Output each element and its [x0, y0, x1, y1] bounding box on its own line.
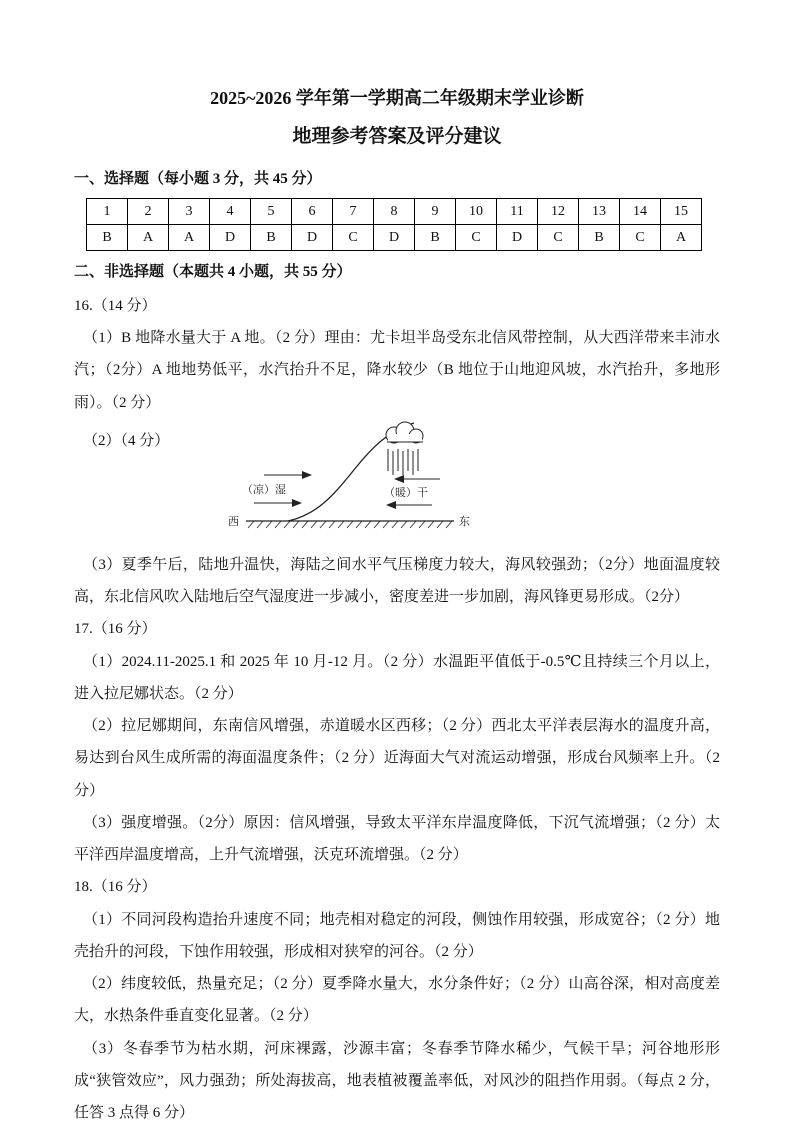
q16-answer-1: （1）B 地降水量大于 A 地。（2 分）理由：尤卡坦半岛受东北信风带控制，从大西洋带来丰沛水汽；（2分）A 地地势低平，水汽抬升不足，降水较少（B 地位于山地迎风坡，水汽抬升，多地形雨）。（2 分）: [74, 330, 720, 411]
mc-number-cell: 4: [210, 199, 251, 225]
mc-number-cell: 9: [415, 199, 456, 225]
mc-number-cell: 7: [333, 199, 374, 225]
mc-number-cell: 14: [620, 199, 661, 225]
mc-number-cell: 11: [497, 199, 538, 225]
sea-breeze-front-diagram: [226, 421, 478, 543]
q16-answer-2: （2）（4 分）: [83, 432, 170, 449]
west-label: 西: [228, 515, 239, 528]
q18-answer-2: （2）纬度较低，热量充足；（2 分）夏季降水量大，水分条件好；（2 分）山高谷深，相对高度差大，水热条件垂直变化显著。（2 分）: [74, 976, 720, 1025]
mc-number-cell: 5: [251, 199, 292, 225]
mc-answer-cell: B: [87, 225, 128, 251]
mc-answer-cell: B: [251, 225, 292, 251]
q17-answer-3: （3）强度增强。（2分）原因：信风增强，导致太平洋东岸温度降低，下沉气流增强；（2 分）太平洋西岸温度增高，上升气流增强，沃克环流增强。（2 分）: [74, 814, 720, 864]
cool-wet-label: （凉）湿: [242, 483, 286, 496]
mc-number-cell: 1: [87, 199, 128, 225]
mc-answer-cell: B: [579, 225, 620, 251]
mc-number-cell: 2: [128, 199, 169, 225]
mc-answer-cell: C: [620, 225, 661, 251]
mc-answer-cell: D: [292, 225, 333, 251]
mc-answer-cell: D: [210, 225, 251, 251]
mc-number-cell: 10: [456, 199, 497, 225]
doc-title-line1: 2025~2026 学年第一学期高二年级期末学业诊断: [210, 88, 584, 108]
mc-answer-table: [86, 198, 702, 251]
mc-answer-cell: A: [661, 225, 702, 251]
q18-answer-1: （1）不同河段构造抬升速度不同；地壳相对稳定的河段，侧蚀作用较强，形成宽谷；（2 分）地壳抬升的河段，下蚀作用较强，形成相对狭窄的河谷。（2 分）: [74, 911, 720, 960]
mc-number-cell: 8: [374, 199, 415, 225]
mc-answer-row: [87, 225, 702, 251]
cloud-icon: [386, 422, 423, 443]
q17-answer-2: （2）拉尼娜期间，东南信风增强，赤道暖水区西移；（2 分）西北太平洋表层海水的温度升高，易达到台风生成所需的海面温度条件；（2 分）近海面大气对流运动增强，形成台风频率上升。（2 分）: [74, 718, 720, 799]
section2-heading: 二、非选择题（本题共 4 小题，共 55 分）: [74, 264, 352, 281]
mc-answer-cell: A: [128, 225, 169, 251]
mc-answer-cell: B: [415, 225, 456, 251]
section1-heading: 一、选择题（每小题 3 分，共 45 分）: [74, 170, 322, 187]
mc-number-cell: 13: [579, 199, 620, 225]
q18-number: 18.（16 分）: [74, 879, 157, 896]
mc-answer-cell: C: [456, 225, 497, 251]
q17-number: 17.（16 分）: [74, 621, 157, 638]
mc-number-cell: 3: [169, 199, 210, 225]
rain-lines: [388, 449, 418, 475]
mc-number-cell: 15: [661, 199, 702, 225]
mc-number-cell: 6: [292, 199, 333, 225]
mc-answer-cell: D: [374, 225, 415, 251]
q16-answer-3: （3）夏季午后，陆地升温快，海陆之间水平气压梯度力较大，海风较强劲；（2分）地面温度较高，东北信风吹入陆地后空气湿度进一步减小，密度差进一步加剧，海风锋更易形成。（2分）: [74, 556, 720, 606]
q17-answer-1: （1）2024.11-2025.1 和 2025 年 10 月-12 月。（2 分）水温距平值低于-0.5℃且持续三个月以上，进入拉尼娜状态。（2 分）: [74, 653, 720, 702]
mc-number-cell: 12: [538, 199, 579, 225]
q16-answer-2-block: [74, 421, 720, 547]
q16-number: 16.（14 分）: [74, 297, 157, 314]
ground-hatching: [248, 521, 452, 528]
mc-number-row: [87, 199, 702, 225]
q18-answer-3: （3）冬春季节为枯水期，河床裸露，沙源丰富；冬春季节降水稀少，气候干旱；河谷地形形成“狭管效应”，风力强劲；所处海拔高，地表植被覆盖率低，对风沙的阻挡作用弱。（每点 2 分，任答 3 点得 6 分）: [74, 1040, 720, 1122]
mc-answer-cell: C: [538, 225, 579, 251]
mc-answer-cell: C: [333, 225, 374, 251]
doc-title-line2: 地理参考答案及评分建议: [292, 126, 502, 148]
mc-answer-cell: D: [497, 225, 538, 251]
mc-answer-cell: A: [169, 225, 210, 251]
east-label: 东: [459, 515, 470, 528]
warm-dry-label: （暖）干: [384, 486, 428, 499]
